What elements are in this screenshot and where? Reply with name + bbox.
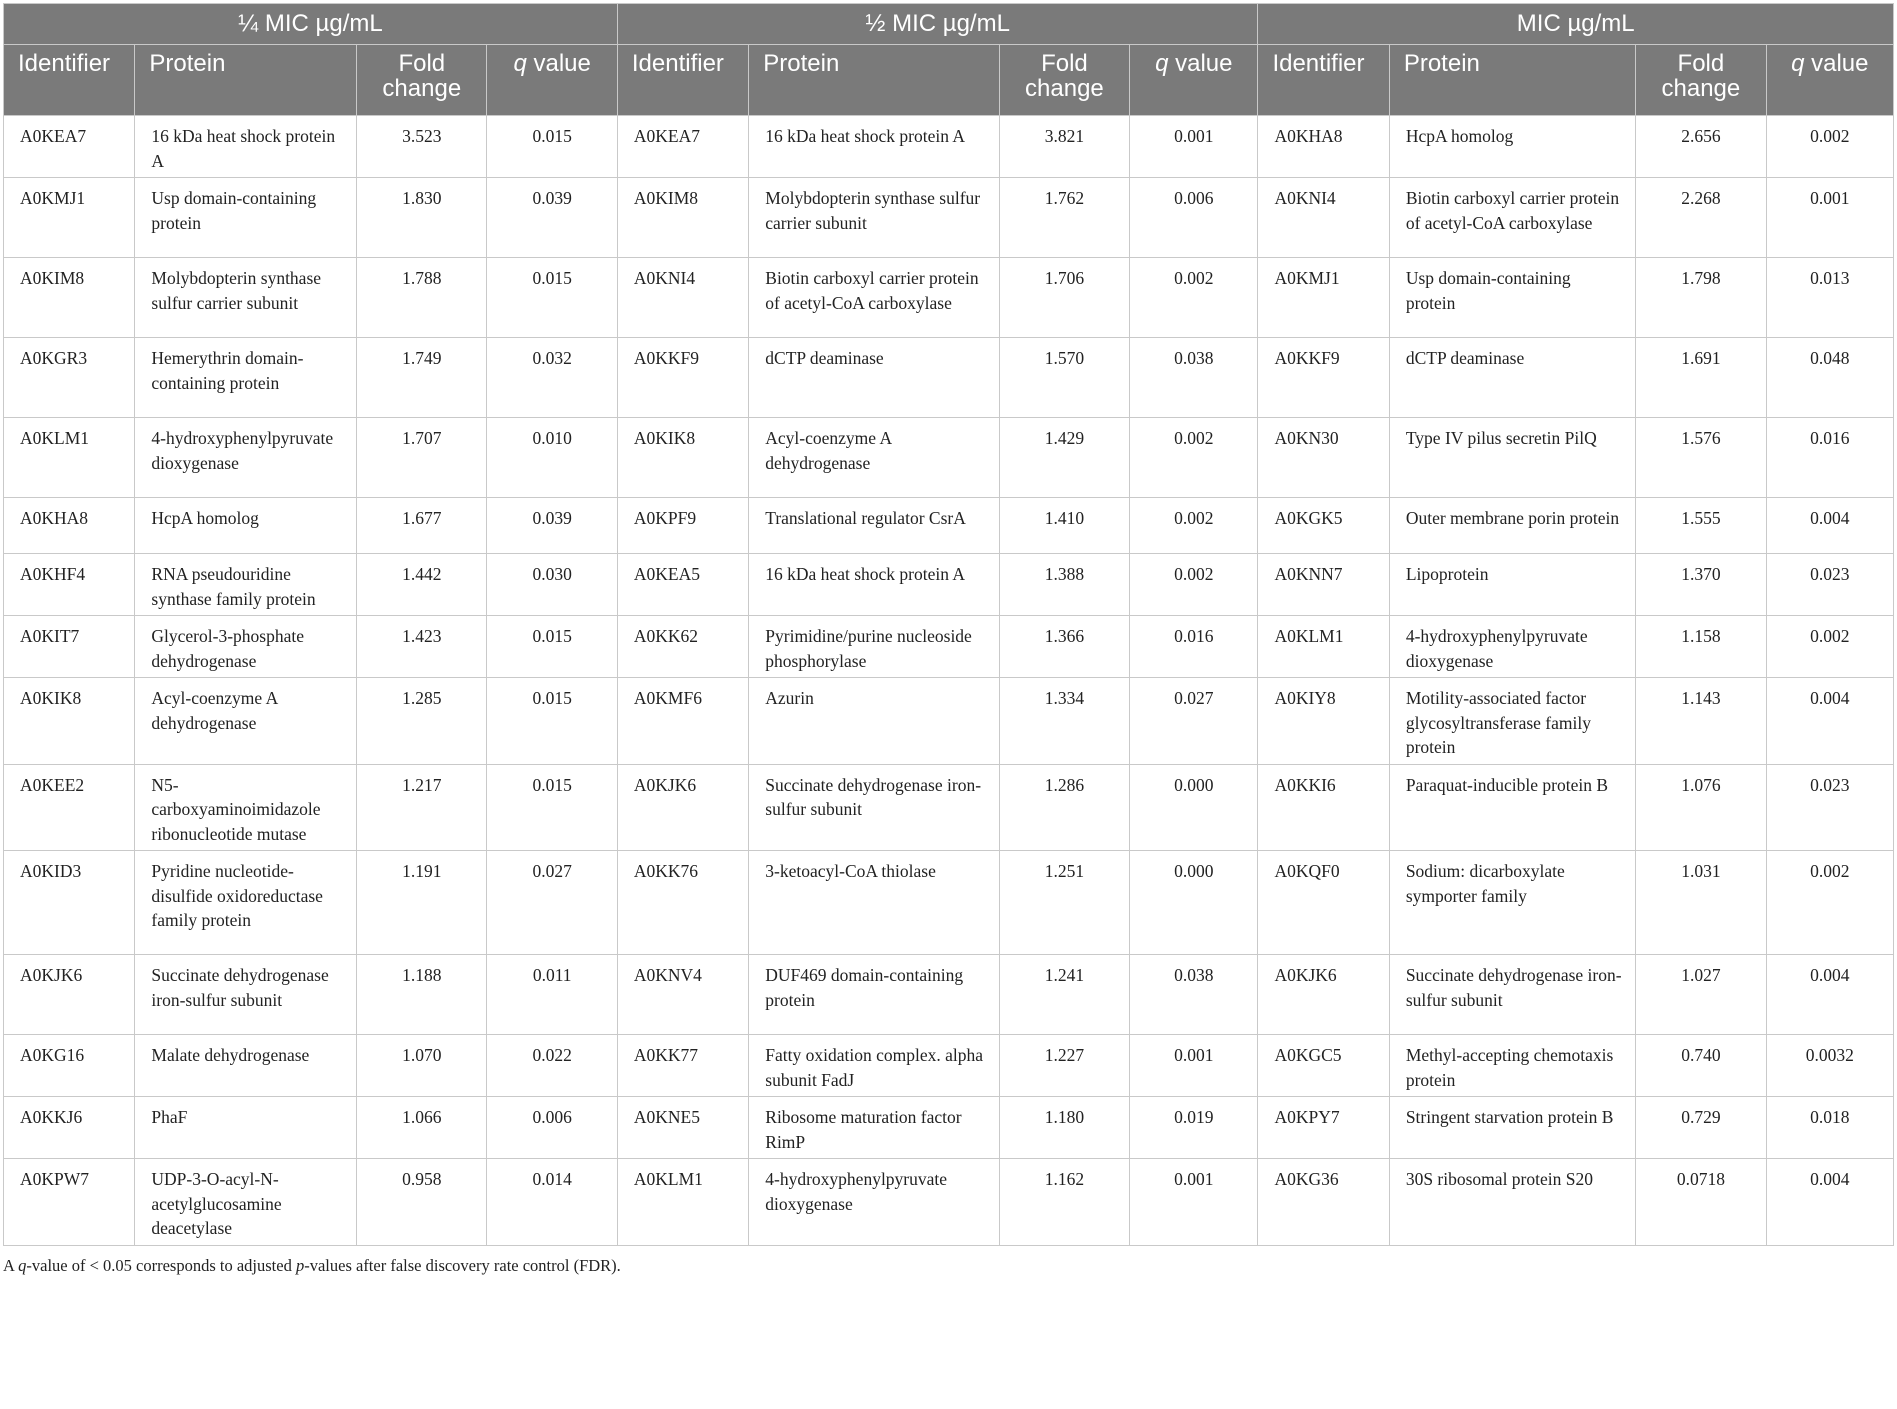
protein-cell: 4-hydroxyphenylpyruvate dioxygenase [135, 418, 357, 498]
fold-change-cell: 1.158 [1636, 616, 1766, 678]
q-value-cell: 0.002 [1130, 258, 1258, 338]
q-value-cell: 0.023 [1766, 764, 1893, 851]
fold-change-cell: 1.442 [357, 554, 487, 616]
q-value-cell: 0.001 [1130, 1035, 1258, 1097]
protein-cell: Molybdopterin synthase sulfur carrier subunit [749, 178, 999, 258]
protein-cell: Motility-associated factor glycosyltransferase family protein [1389, 678, 1635, 765]
q-value-cell: 0.015 [487, 616, 617, 678]
protein-cell: Lipoprotein [1389, 554, 1635, 616]
protein-cell: dCTP deaminase [1389, 338, 1635, 418]
table-row [4, 616, 1894, 678]
identifier-cell: A0KPW7 [4, 1159, 135, 1246]
q-value-cell: 0.004 [1766, 955, 1893, 1035]
identifier-cell: A0KN30 [1258, 418, 1389, 498]
protein-cell: Glycerol-3-phosphate dehydrogenase [135, 616, 357, 678]
fold-change-cell: 1.285 [357, 678, 487, 765]
identifier-cell: A0KPF9 [617, 498, 748, 554]
protein-cell: Acyl-coenzyme A dehydrogenase [135, 678, 357, 765]
identifier-cell: A0KLM1 [617, 1159, 748, 1246]
q-value-label: value [526, 50, 591, 77]
fold-change-cell: 1.366 [999, 616, 1129, 678]
table-row [4, 1097, 1894, 1159]
fold-change-cell: 1.027 [1636, 955, 1766, 1035]
q-value-cell: 0.018 [1766, 1097, 1893, 1159]
q-value-cell: 0.004 [1766, 1159, 1893, 1246]
identifier-cell: A0KIM8 [617, 178, 748, 258]
q-value-cell: 0.002 [1766, 616, 1893, 678]
q-value-cell: 0.019 [1130, 1097, 1258, 1159]
fold-change-cell: 1.429 [999, 418, 1129, 498]
identifier-cell: A0KIY8 [1258, 678, 1389, 765]
protein-cell: HcpA homolog [1389, 116, 1635, 178]
identifier-cell: A0KKI6 [1258, 764, 1389, 851]
protein-cell: Outer membrane porin protein [1389, 498, 1635, 554]
q-value-cell: 0.039 [487, 498, 617, 554]
q-value-cell: 0.015 [487, 116, 617, 178]
protein-cell: Biotin carboxyl carrier protein of acetyl-CoA carboxylase [749, 258, 999, 338]
identifier-cell: A0KKF9 [617, 338, 748, 418]
q-value-cell: 0.032 [487, 338, 617, 418]
protein-cell: Usp domain-containing protein [135, 178, 357, 258]
fold-change-cell: 1.191 [357, 851, 487, 955]
col-header-fold-change: Fold change [999, 45, 1129, 116]
col-header-q-value [1130, 45, 1258, 116]
identifier-cell: A0KEA5 [617, 554, 748, 616]
protein-cell: Malate dehydrogenase [135, 1035, 357, 1097]
group-header-mic: MIC µg/mL [1258, 4, 1894, 45]
fold-change-cell: 1.286 [999, 764, 1129, 851]
col-header-protein: Protein [1389, 45, 1635, 116]
protein-cell: 4-hydroxyphenylpyruvate dioxygenase [749, 1159, 999, 1246]
q-value-cell: 0.006 [487, 1097, 617, 1159]
identifier-cell: A0KK77 [617, 1035, 748, 1097]
fold-change-cell: 1.706 [999, 258, 1129, 338]
q-value-label: value [1804, 50, 1869, 77]
q-value-cell: 0.015 [487, 678, 617, 765]
fold-change-cell: 3.523 [357, 116, 487, 178]
table-row [4, 955, 1894, 1035]
q-value-cell: 0.048 [1766, 338, 1893, 418]
q-value-cell: 0.000 [1130, 764, 1258, 851]
table-row [4, 851, 1894, 955]
q-value-cell: 0.023 [1766, 554, 1893, 616]
protein-cell: Pyrimidine/purine nucleoside phosphorylase [749, 616, 999, 678]
identifier-cell: A0KNI4 [1258, 178, 1389, 258]
fold-change-cell: 1.227 [999, 1035, 1129, 1097]
fold-change-cell: 1.076 [1636, 764, 1766, 851]
identifier-cell: A0KIM8 [4, 258, 135, 338]
q-value-cell: 0.022 [487, 1035, 617, 1097]
q-symbol: q [1791, 50, 1805, 77]
protein-cell: 30S ribosomal protein S20 [1389, 1159, 1635, 1246]
fold-change-cell: 1.370 [1636, 554, 1766, 616]
protein-cell: Type IV pilus secretin PilQ [1389, 418, 1635, 498]
protein-cell: 3-ketoacyl-CoA thiolase [749, 851, 999, 955]
identifier-cell: A0KKJ6 [4, 1097, 135, 1159]
fold-change-cell: 2.268 [1636, 178, 1766, 258]
identifier-cell: A0KQF0 [1258, 851, 1389, 955]
fold-change-cell: 1.707 [357, 418, 487, 498]
protein-cell: Succinate dehydrogenase iron-sulfur subunit [749, 764, 999, 851]
fold-change-cell: 1.798 [1636, 258, 1766, 338]
fold-change-cell: 1.241 [999, 955, 1129, 1035]
fold-change-cell: 0.958 [357, 1159, 487, 1246]
protein-cell: 16 kDa heat shock protein A [749, 116, 999, 178]
fold-change-cell: 1.691 [1636, 338, 1766, 418]
column-header-row [4, 45, 1894, 116]
identifier-cell: A0KEE2 [4, 764, 135, 851]
q-value-cell: 0.016 [1130, 616, 1258, 678]
q-value-cell: 0.039 [487, 178, 617, 258]
fold-change-cell: 1.217 [357, 764, 487, 851]
col-header-identifier: Identifier [4, 45, 135, 116]
identifier-cell: A0KNV4 [617, 955, 748, 1035]
q-value-cell: 0.016 [1766, 418, 1893, 498]
q-value-cell: 0.038 [1130, 338, 1258, 418]
protein-cell: dCTP deaminase [749, 338, 999, 418]
fold-change-cell: 1.066 [357, 1097, 487, 1159]
identifier-cell: A0KK62 [617, 616, 748, 678]
footnote-text-2: -value of < 0.05 corresponds to adjusted [26, 1255, 296, 1275]
q-value-cell: 0.002 [1766, 851, 1893, 955]
identifier-cell: A0KJK6 [1258, 955, 1389, 1035]
fold-change-cell: 1.570 [999, 338, 1129, 418]
protein-cell: Methyl-accepting chemotaxis protein [1389, 1035, 1635, 1097]
fold-change-cell: 1.749 [357, 338, 487, 418]
protein-table [3, 3, 1894, 1246]
identifier-cell: A0KIK8 [4, 678, 135, 765]
identifier-cell: A0KG36 [1258, 1159, 1389, 1246]
footnote-text-3: -values after false discovery rate control (FDR). [304, 1255, 621, 1275]
q-value-cell: 0.002 [1130, 498, 1258, 554]
protein-cell: RNA pseudouridine synthase family protein [135, 554, 357, 616]
col-header-fold-change: Fold change [1636, 45, 1766, 116]
col-header-q-value [487, 45, 617, 116]
col-header-protein: Protein [135, 45, 357, 116]
protein-cell: Hemerythrin domain-containing protein [135, 338, 357, 418]
identifier-cell: A0KIK8 [617, 418, 748, 498]
q-symbol: q [513, 50, 527, 77]
protein-cell: Molybdopterin synthase sulfur carrier subunit [135, 258, 357, 338]
col-header-identifier: Identifier [617, 45, 748, 116]
protein-cell: Usp domain-containing protein [1389, 258, 1635, 338]
protein-cell: Sodium: dicarboxylate symporter family [1389, 851, 1635, 955]
fold-change-cell: 1.677 [357, 498, 487, 554]
identifier-cell: A0KEA7 [4, 116, 135, 178]
protein-cell: Pyridine nucleotide-disulfide oxidoreductase family protein [135, 851, 357, 955]
fold-change-cell: 1.388 [999, 554, 1129, 616]
q-value-cell: 0.006 [1130, 178, 1258, 258]
q-value-cell: 0.011 [487, 955, 617, 1035]
table-row [4, 1035, 1894, 1097]
identifier-cell: A0KKF9 [1258, 338, 1389, 418]
protein-cell: UDP-3-O-acyl-N-acetylglucosamine deacetylase [135, 1159, 357, 1246]
table-row [4, 116, 1894, 178]
fold-change-cell: 2.656 [1636, 116, 1766, 178]
identifier-cell: A0KLM1 [1258, 616, 1389, 678]
identifier-cell: A0KPY7 [1258, 1097, 1389, 1159]
q-symbol: q [1155, 50, 1169, 77]
fold-change-cell: 1.031 [1636, 851, 1766, 955]
table-row [4, 1159, 1894, 1246]
group-header-half-mic: ½ MIC µg/mL [617, 4, 1258, 45]
q-value-cell: 0.015 [487, 764, 617, 851]
protein-cell: Succinate dehydrogenase iron-sulfur subunit [135, 955, 357, 1035]
q-value-label: value [1168, 50, 1233, 77]
protein-cell: PhaF [135, 1097, 357, 1159]
protein-cell: 4-hydroxyphenylpyruvate dioxygenase [1389, 616, 1635, 678]
fold-change-cell: 1.251 [999, 851, 1129, 955]
fold-change-cell: 1.555 [1636, 498, 1766, 554]
protein-cell: N5-carboxyaminoimidazole ribonucleotide mutase [135, 764, 357, 851]
protein-cell: HcpA homolog [135, 498, 357, 554]
fold-change-cell: 1.830 [357, 178, 487, 258]
q-value-cell: 0.000 [1130, 851, 1258, 955]
footnote-q-symbol: q [18, 1255, 27, 1275]
identifier-cell: A0KGR3 [4, 338, 135, 418]
table-body [4, 116, 1894, 1246]
table-row [4, 418, 1894, 498]
protein-cell: DUF469 domain-containing protein [749, 955, 999, 1035]
protein-cell: Ribosome maturation factor RimP [749, 1097, 999, 1159]
identifier-cell: A0KID3 [4, 851, 135, 955]
q-value-cell: 0.001 [1130, 1159, 1258, 1246]
identifier-cell: A0KHA8 [4, 498, 135, 554]
col-header-q-value [1766, 45, 1893, 116]
identifier-cell: A0KG16 [4, 1035, 135, 1097]
fold-change-cell: 0.740 [1636, 1035, 1766, 1097]
fold-change-cell: 3.821 [999, 116, 1129, 178]
col-header-protein: Protein [749, 45, 999, 116]
identifier-cell: A0KHA8 [1258, 116, 1389, 178]
q-value-cell: 0.013 [1766, 258, 1893, 338]
fold-change-cell: 0.729 [1636, 1097, 1766, 1159]
q-value-cell: 0.015 [487, 258, 617, 338]
q-value-cell: 0.038 [1130, 955, 1258, 1035]
fold-change-cell: 1.576 [1636, 418, 1766, 498]
table-footnote [3, 1256, 1894, 1276]
protein-cell: Succinate dehydrogenase iron-sulfur subunit [1389, 955, 1635, 1035]
table-row [4, 764, 1894, 851]
identifier-cell: A0KJK6 [4, 955, 135, 1035]
fold-change-cell: 1.070 [357, 1035, 487, 1097]
protein-cell: Biotin carboxyl carrier protein of acetyl-CoA carboxylase [1389, 178, 1635, 258]
table-row [4, 498, 1894, 554]
identifier-cell: A0KHF4 [4, 554, 135, 616]
protein-cell: 16 kDa heat shock protein A [135, 116, 357, 178]
identifier-cell: A0KIT7 [4, 616, 135, 678]
group-header-row [4, 4, 1894, 45]
fold-change-cell: 1.180 [999, 1097, 1129, 1159]
group-header-quarter-mic: ¼ MIC µg/mL [4, 4, 618, 45]
identifier-cell: A0KMF6 [617, 678, 748, 765]
identifier-cell: A0KLM1 [4, 418, 135, 498]
identifier-cell: A0KMJ1 [4, 178, 135, 258]
identifier-cell: A0KNN7 [1258, 554, 1389, 616]
q-value-cell: 0.002 [1766, 116, 1893, 178]
q-value-cell: 0.002 [1130, 554, 1258, 616]
protein-cell: Fatty oxidation complex. alpha subunit FadJ [749, 1035, 999, 1097]
identifier-cell: A0KK76 [617, 851, 748, 955]
fold-change-cell: 1.410 [999, 498, 1129, 554]
q-value-cell: 0.030 [487, 554, 617, 616]
identifier-cell: A0KNI4 [617, 258, 748, 338]
identifier-cell: A0KGC5 [1258, 1035, 1389, 1097]
q-value-cell: 0.004 [1766, 498, 1893, 554]
table-row [4, 554, 1894, 616]
q-value-cell: 0.0032 [1766, 1035, 1893, 1097]
fold-change-cell: 1.423 [357, 616, 487, 678]
protein-cell: Acyl-coenzyme A dehydrogenase [749, 418, 999, 498]
protein-cell: Stringent starvation protein B [1389, 1097, 1635, 1159]
table-row [4, 258, 1894, 338]
col-header-fold-change: Fold change [357, 45, 487, 116]
col-header-identifier: Identifier [1258, 45, 1389, 116]
q-value-cell: 0.014 [487, 1159, 617, 1246]
footnote-p-symbol: p [295, 1255, 305, 1275]
table-container [3, 3, 1894, 1276]
table-row [4, 338, 1894, 418]
protein-cell: Translational regulator CsrA [749, 498, 999, 554]
identifier-cell: A0KEA7 [617, 116, 748, 178]
protein-cell: Azurin [749, 678, 999, 765]
fold-change-cell: 1.788 [357, 258, 487, 338]
protein-cell: Paraquat-inducible protein B [1389, 764, 1635, 851]
q-value-cell: 0.027 [1130, 678, 1258, 765]
q-value-cell: 0.004 [1766, 678, 1893, 765]
identifier-cell: A0KGK5 [1258, 498, 1389, 554]
q-value-cell: 0.002 [1130, 418, 1258, 498]
q-value-cell: 0.010 [487, 418, 617, 498]
q-value-cell: 0.001 [1766, 178, 1893, 258]
table-row [4, 678, 1894, 765]
fold-change-cell: 0.0718 [1636, 1159, 1766, 1246]
fold-change-cell: 1.143 [1636, 678, 1766, 765]
identifier-cell: A0KJK6 [617, 764, 748, 851]
protein-cell: 16 kDa heat shock protein A [749, 554, 999, 616]
q-value-cell: 0.001 [1130, 116, 1258, 178]
footnote-text-1: A [3, 1255, 19, 1275]
q-value-cell: 0.027 [487, 851, 617, 955]
fold-change-cell: 1.162 [999, 1159, 1129, 1246]
fold-change-cell: 1.762 [999, 178, 1129, 258]
identifier-cell: A0KNE5 [617, 1097, 748, 1159]
identifier-cell: A0KMJ1 [1258, 258, 1389, 338]
fold-change-cell: 1.334 [999, 678, 1129, 765]
fold-change-cell: 1.188 [357, 955, 487, 1035]
table-row [4, 178, 1894, 258]
